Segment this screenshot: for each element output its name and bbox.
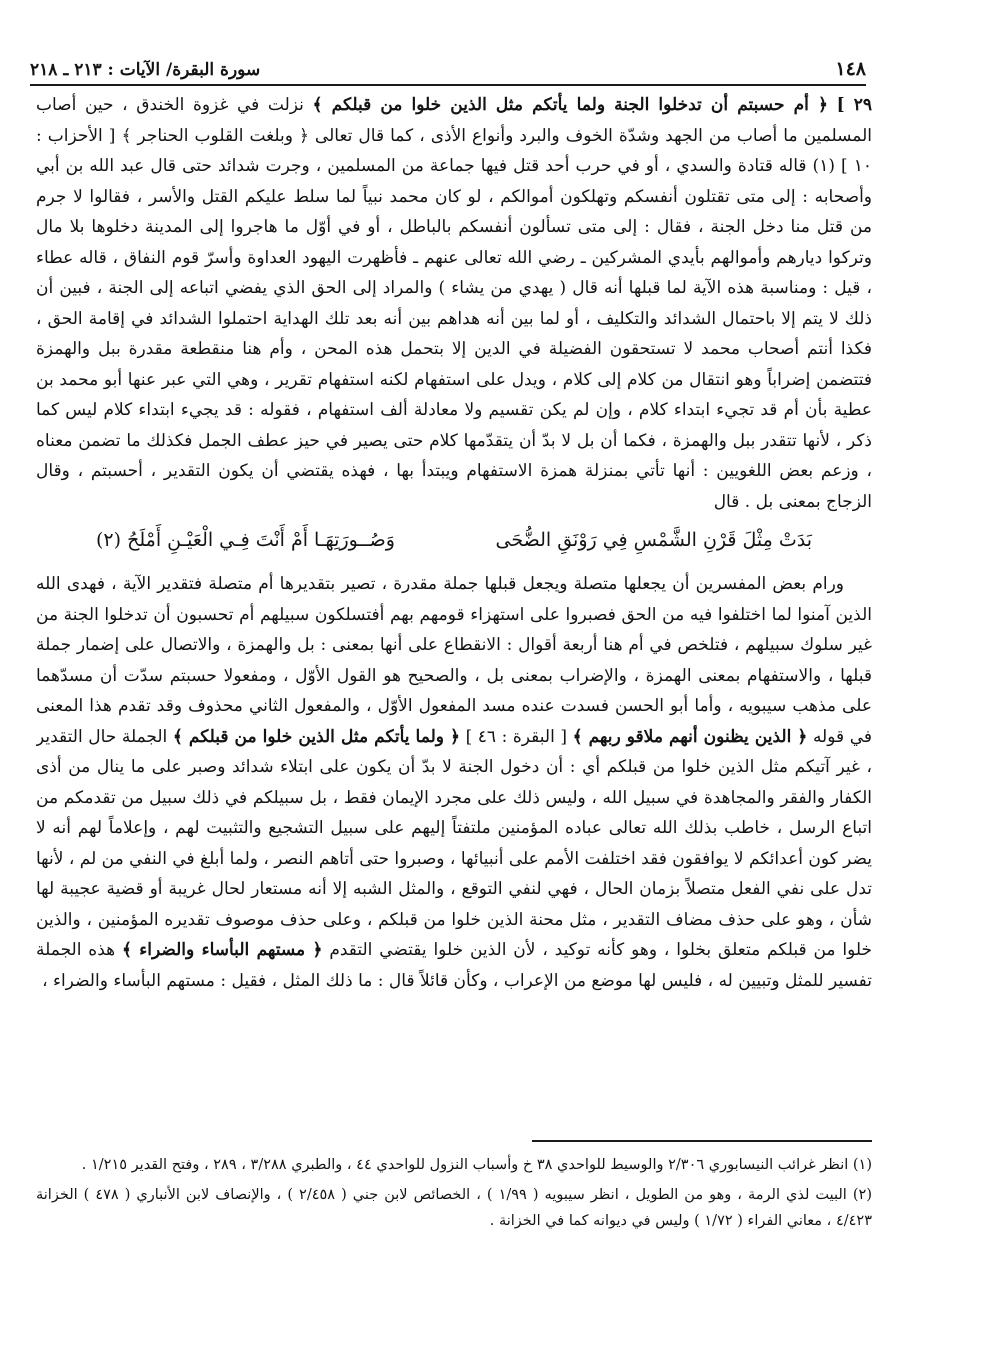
paragraph-1: [36, 90, 872, 517]
quran-reference: [ البقرة : ٤٦ ]: [465, 726, 567, 747]
verse-number: ٢٩ ]: [836, 95, 872, 115]
main-text: [36, 90, 872, 1115]
paragraph-text: نزلت في غزوة الخندق ، حين أصاب المسلمين ما أصاب من الجهد وشدّة الخوف والبرد وأنواع الأذى ، كما قال تعالى ﴿ وبلغت القلوب الحناجر ﴾ [ الأحزاب : ١٠ ] (١) قاله قتادة والسدي ، أو في حرب أحد قتل فيها جماعة من المسلمين ، وجرت شدائد حتى قال عبد الله بن أبي وأصحابه : إلى متى تقتلون أنفسكم وتهلكون أموالكم ، لو كان محمد نبياً لما سلط عليكم القتل والأسر ، فقالوا لا جرم من قتل منا دخل الجنة ، فقال : إلى متى تسألون أنفسكم بالباطل ، أو في أوّل ما هاجروا إلى المدينة دخلوها بلا مال وتركوا ديارهم وأموالهم بأيدي المشركين ـ رضي الله تعالى عنهم ـ فأظهرت اليهود العداوة وأسرّ قوم النفاق ، قاله عطاء ، قيل : ومناسبة هذه الآية لما قبلها أنه قال ( يهدي من يشاء ) والمراد إلى الحق الذي يفضي اتباعه إلى الجنة ، فبين أن ذلك لا يتم إلا باحتمال الشدائد والتكليف ، أو لما بين أنه هداهم بين أنه بعد تلك الهداية احتملوا الشدائد في إقامة الحق ، فكذا أنتم أصحاب محمد لا تستحقون الفضيلة في الدين إلا بتحمل هذه المحن ، وأم هنا منقطعة مقدرة ببل والهمزة فتتضمن إضراباً وهو انتقال من كلام إلى كلام ، ويدل على استفهام لكنه استفهام تقرير ، وهي التي عبر عنها أبو محمد بن عطية بأن أم قد تجيء ابتداء كلام ، وإن لم يكن تقسيم ولا معادلة ألف استفهام ، فقوله : قد يجيء ابتداء كلام ليس كما ذكر ، لأنها تتقدر ببل والهمزة ، فكما أن بل لا بدّ أن يتقدّمها كلام حتى يصير في حيز عطف الجمل فكذلك ما تضمن معناه ، وزعم بعض اللغويين : أنها تأتي بمنزلة همزة الاستفهام ويبتدأ بها ، فهذه يقتضي أن يكون التقدير ، أحسبتم ، وقال الزجاج بمعنى بل . قال: [36, 95, 872, 512]
quran-quote: ﴿ ولما يأتكم مثل الذين خلوا من قبلكم ﴾: [172, 726, 460, 747]
footnote-divider: [532, 1140, 872, 1142]
quran-quote: ﴿ أم حسبتم أن تدخلوا الجنة ولما يأتكم مثل الذين خلوا من قبلكم ﴾: [312, 95, 828, 115]
paragraph-2: [36, 569, 872, 996]
page-number: ١٤٨: [835, 58, 866, 80]
footnote-2: (٢) البيت لذي الرمة ، وهو من الطويل ، انظر سيبويه ( ١/٩٩ ) ، الخصائص لابن جني ( ٢/٤٥٨ ) ، والإنصاف لابن الأنباري ( ٤٧٨ ) الخزانة ٤/٤٢٣ ، معاني الفراء ( ١/٧٢ ) وليس في ديوانه كما في الخزانة .: [36, 1187, 872, 1229]
quran-quote: ﴿ الذين يظنون أنهم ملاقو ربهم ﴾: [572, 726, 808, 747]
footnote-1: (١) انظر غرائب النيسابوري ٢/٣٠٦ والوسيط للواحدي ٣٨ خ وأسباب النزول للواحدي ٤٤ ، والطبري ٣/٢٨٨ ، ٢٨٩ ، وفتح القدير ١/٢١٥ .: [81, 1157, 872, 1173]
paragraph-text: ورام بعض المفسرين أن يجعلها متصلة ويجعل قبلها جملة مقدرة ، تصير بتقديرها أم متصلة فتقدير الآية ، فهدى الله الذين آمنوا لما اختلفوا فيه من الحق فصبروا على استهزاء قومهم بهم أفتسلكون سبيلهم أم تحسبون أن تدخلوا الجنة من غير سلوك سبيلهم ، فتلخص في أم هنا أربعة أقوال : الانقطاع على أنها بمعنى : بل والهمزة ، والاتصال على إضمار جملة قبلها ، والاستفهام بمعنى الهمزة ، والإضراب بمعنى بل ، والصحيح هو القول الأوّل ، ومفعولا حسبتم سدّت أن مسدّهما على مذهب سيبويه ، وأما أبو الحسن فسدت عنده مسد المفعول الأوّل ، والمفعول الثاني محذوف وقد تقدم هذا المعنى في قوله: [36, 574, 872, 747]
footnotes: [36, 1152, 872, 1238]
poem-second-hemistich: وَصُــورَتِهَـا أَمْ أَنْتَ فِـي الْعَيْـنِ أَمْلَحُ (٢): [96, 529, 395, 551]
page-header: [30, 40, 866, 86]
paragraph-text: هذه الجملة تفسير للمثل وتبيين له ، فليس لها موضع من الإعراب ، وكأن قائلاً قال : ما ذلك المثل ، فقيل : مستهم البأساء والضراء ،: [36, 940, 872, 991]
running-title: سورة البقرة/ الآيات : ٢١٣ ـ ٢١٨: [30, 60, 261, 80]
paragraph-text: الجملة حال التقدير ، غير آتيكم مثل الذين خلوا من قبلكم أي : أن دخول الجنة لا بدّ أن يكون على ابتلاء شدائد وصبر على ما ينال من أذى الكفار والفقر والمجاهدة في سبيل الله ، وليس ذلك على مجرد الإيمان فقط ، بل سبيلكم في ذلك سبيل من تقدمكم من اتباع الرسل ، خاطب بذلك الله تعالى عباده المؤمنين ملتفتاً إليهم على سبيل التشجيع والتثبيت لهم ، وإعلاماً لهم أنه لا يضر كون أعدائكم لا يوافقون فقد اختلفت الأمم على أنبيائها ، وصبروا حتى أتاهم النصر ، ولما أبلغ في النفي من لم ، لأنها تدل على نفي الفعل متصلاً بزمان الحال ، فهي لنفي التوقع ، والمثل الشبه إلا أنه مستعار لحال غريبة أو قضية عجيبة لها شأن ، وهو على حذف مضاف التقدير ، مثل محنة الذين خلوا من قبلكم ، وعلى حذف موصوف تقديره المؤمنين ، والذين خلوا من قبلكم متعلق بخلوا ، وهو كأنه توكيد ، لأن الذين خلوا يقتضي التقدم: [36, 726, 872, 960]
quran-quote: ﴿ مستهم البأساء والضراء ﴾: [121, 940, 323, 960]
poem-verse: [96, 523, 812, 557]
poem-first-hemistich: بَدَتْ مِثْلَ قَرْنِ الشَّمْسِ فِي رَوْنَقِ الضُّحَى: [495, 529, 812, 551]
